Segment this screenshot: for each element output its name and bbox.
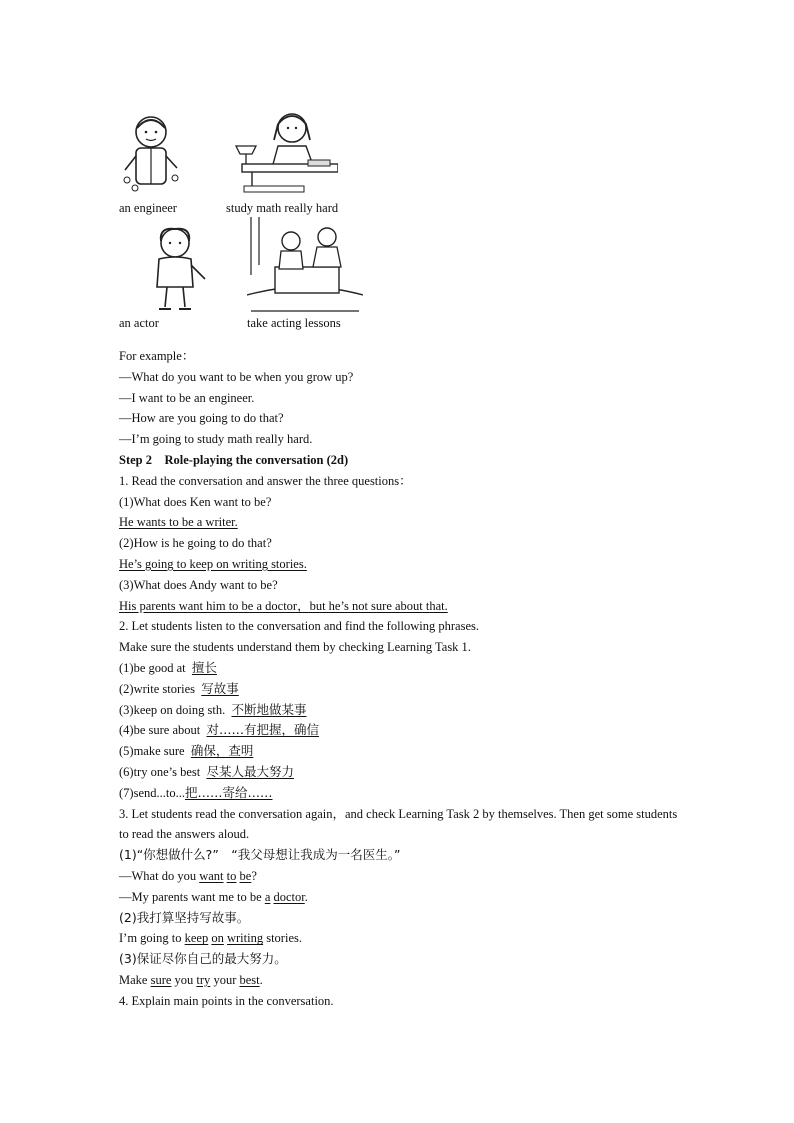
blank-answer: to — [226, 868, 237, 883]
step2-heading: Step 2 Role-playing the conversation (2d) — [119, 452, 349, 467]
translation-3-prompt: (3)保证尽你自己的最大努力。 — [119, 951, 287, 967]
translation-1-prompt: (1)“你想做什么?” “我父母想让我成为一名医生。” — [119, 847, 401, 863]
example-label: For example： — [119, 349, 195, 363]
phrase-item: (3)keep on doing sth. 不断地做某事 — [119, 701, 307, 717]
blank-answer: try — [196, 972, 211, 987]
blank-answer: best — [239, 972, 260, 987]
phrase-item: (1)be good at 擅长 — [119, 659, 217, 675]
task-2-instruction-b: Make sure the students understand them by checking Learning Task 1. — [119, 640, 471, 655]
blank-answer: want — [199, 868, 224, 883]
phrase-translation: 写故事 — [201, 680, 239, 696]
phrase-translation: 把……寄给…… — [184, 784, 273, 800]
caption-engineer: an engineer — [119, 201, 177, 215]
caption-study-math: study math really hard — [226, 201, 339, 215]
example-question-1: —What do you want to be when you grow up? — [119, 369, 354, 384]
translation-2-prompt: (2)我打算坚持写故事。 — [119, 909, 250, 925]
phrase-item: (2)write stories 写故事 — [119, 680, 239, 696]
picture-row-1 — [119, 100, 699, 215]
translation-3-line: Make sure you try your best. — [119, 972, 263, 987]
example-answer-2: —I’m going to study math really hard. — [119, 432, 313, 447]
question-2: (2)How is he going to do that? — [119, 536, 272, 551]
blank-answer: writing — [226, 931, 264, 946]
student-studying-illustration — [222, 106, 338, 196]
blank-answer: be — [239, 868, 252, 883]
phrase-item: (5)make sure 确保，查明 — [119, 743, 254, 759]
answer-2: He’s going to keep on writing stories. — [119, 556, 307, 571]
phrase-item: (7)send...to...把……寄给…… — [119, 784, 273, 800]
task-1-instruction: 1. Read the conversation and answer the three questions： — [119, 473, 412, 488]
answer-1: He wants to be a writer. — [119, 515, 238, 530]
blank-answer: doctor — [273, 889, 305, 904]
picture-row-2 — [119, 215, 699, 330]
document-page — [119, 100, 699, 1008]
acting-lesson-illustration — [247, 215, 363, 313]
translation-1-line-b: —My parents want me to be a doctor. — [119, 889, 308, 904]
actor-illustration — [145, 225, 209, 311]
translation-1-line-a: —What do you want to be? — [119, 868, 257, 883]
blank-answer: keep — [184, 931, 209, 946]
example-answer-1: —I want to be an engineer. — [119, 390, 255, 405]
caption-actor: an actor — [119, 316, 159, 330]
blank-answer: a — [264, 889, 271, 904]
engineer-illustration — [121, 108, 181, 196]
caption-acting-lessons: take acting lessons — [247, 316, 341, 330]
answer-3: His parents want him to be a doctor，but he’s not sure about that. — [119, 598, 448, 613]
example-question-2: —How are you going to do that? — [119, 411, 284, 426]
phrase-item: (6)try one’s best 尽某人最大努力 — [119, 763, 294, 779]
phrase-item: (4)be sure about 对……有把握，确信 — [119, 722, 319, 738]
phrase-translation: 确保，查明 — [190, 743, 254, 759]
phrase-translation: 尽某人最大努力 — [206, 763, 294, 779]
phrase-translation: 对……有把握，确信 — [206, 722, 319, 738]
blank-answer: on — [211, 931, 224, 946]
task-4-instruction: 4. Explain main points in the conversation. — [119, 993, 334, 1008]
phrase-translation: 擅长 — [191, 659, 217, 675]
text-body — [119, 346, 689, 1012]
task-2-instruction: 2. Let students listen to the conversation and find the following phrases. — [119, 619, 479, 634]
question-1: (1)What does Ken want to be? — [119, 494, 272, 509]
translation-2-line: I’m going to keep on writing stories. — [119, 931, 302, 946]
blank-answer: sure — [150, 972, 172, 987]
task-3-instruction: 3. Let students read the conversation again，and check Learning Task 2 by themselves. Then get some students to read the answers aloud. — [119, 806, 678, 842]
question-3: (3)What does Andy want to be? — [119, 577, 278, 592]
phrase-translation: 不断地做某事 — [231, 701, 307, 717]
